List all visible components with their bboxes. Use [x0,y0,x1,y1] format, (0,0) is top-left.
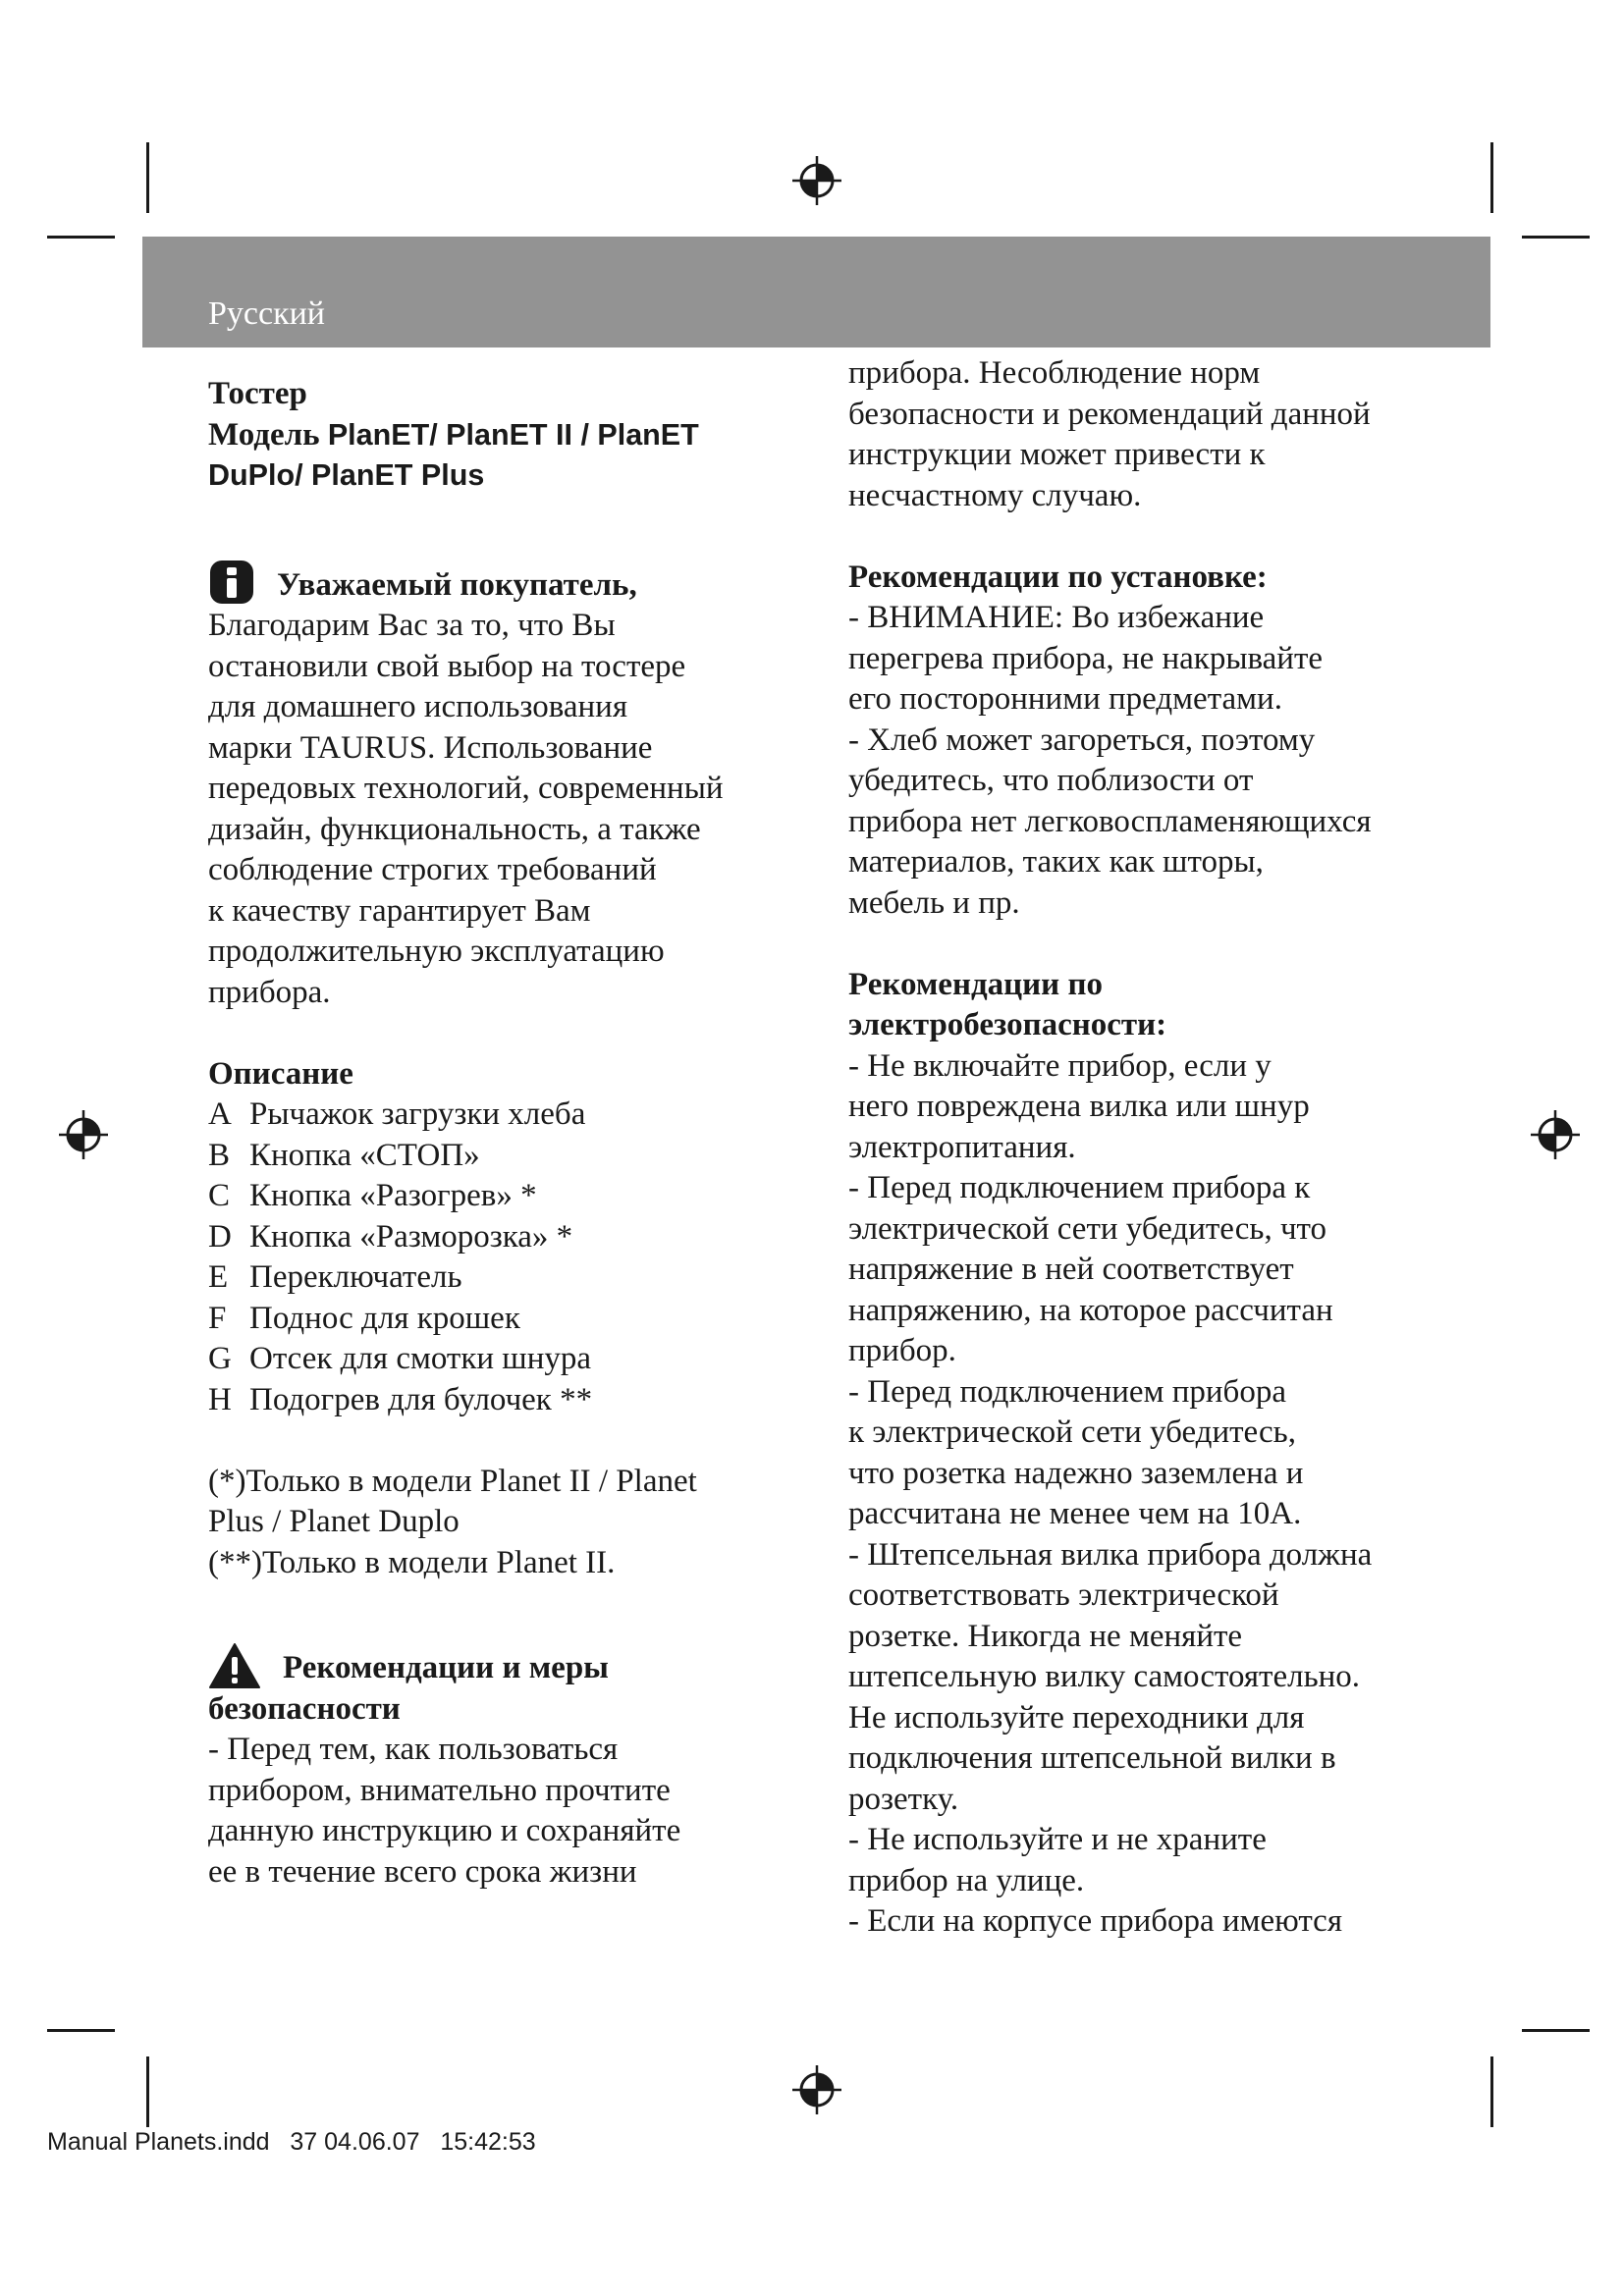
installation-text: материалов, таких как шторы, [848,844,1264,880]
description-item [208,1339,797,1380]
slug-date: 04.06.07 [324,2128,420,2156]
model-line-1 [208,415,797,456]
safety-text: прибором, внимательно прочтите [208,1772,671,1808]
continuation-text: прибора. Несоблюдение норм [848,355,1261,391]
installation-text: прибора нет легковоспламеняющихся [848,803,1372,839]
slug-page: 37 [290,2128,318,2156]
installation-heading: Рекомендации по установке: [848,559,1268,595]
model-names: PlanET/ PlanET II / PlanET [327,417,699,452]
language-label: Русский [208,295,325,332]
product-title: Тостер [208,376,307,411]
electrical-text: к электрической сети убедитесь, [848,1415,1296,1450]
electrical-text: - Если на корпусе прибора имеются [848,1903,1343,1939]
description-letter: H [208,1381,232,1417]
crop-mark-top-left-horizontal [47,236,115,239]
model-note: (**)Только в модели Planet II. [208,1544,616,1580]
description-letter: C [208,1178,231,1213]
electrical-text: что розетка надежно заземлена и [848,1455,1304,1491]
description-item [208,1299,797,1340]
model-note: Plus / Planet Duplo [208,1504,460,1539]
description-text: Подогрев для булочек ** [249,1381,593,1417]
electrical-text: - Штепсельная вилка прибора должна [848,1536,1373,1573]
greeting-text: к качеству гарантирует Вам [208,892,591,929]
description-text: Кнопка «Разогрев» * [249,1178,537,1213]
electrical-heading-line-2: электробезопасности: [848,1007,1167,1042]
electrical-heading: Рекомендации по [848,966,1103,1002]
crop-mark-top-right-vertical [1490,142,1493,213]
description-item [208,1095,797,1136]
greeting-text: прибора. [208,974,331,1010]
installation-text: мебель и пр. [848,884,1020,921]
electrical-text: штепсельную вилку самостоятельно. [848,1659,1361,1694]
left-column [208,374,797,1893]
greeting-text: передовых технологий, современный [208,771,724,806]
electrical-text: подключения штепсельной вилки в [848,1740,1336,1776]
electrical-text: розетку. [848,1781,959,1817]
safety-heading: Рекомендации и меры [283,1650,609,1685]
continuation-text: инструкции может привести к [848,437,1266,472]
crop-mark-top-left-vertical [146,142,149,213]
greeting-text: продолжительную эксплуатацию [208,934,665,969]
registration-mark-icon [1529,1108,1582,1161]
safety-text: данную инструкцию и сохраняйте [208,1813,681,1848]
electrical-text: электропитания. [848,1129,1076,1165]
greeting-text: Благодарим Вас за то, что Вы [208,608,616,643]
description-letter: A [208,1096,232,1132]
installation-text: - ВНИМАНИЕ: Во избежание [848,600,1265,635]
continuation-text: несчастному случаю. [848,477,1142,513]
print-slug [47,2128,536,2157]
slug-time: 15:42:53 [440,2128,536,2156]
safety-text: ее в течение всего срока жизни [208,1853,637,1890]
installation-text: убедитесь, что поблизости от [848,763,1254,798]
safety-heading-row [208,1642,797,1689]
registration-mark-icon [790,154,843,207]
registration-mark-icon [57,1108,110,1161]
registration-mark-icon [790,2063,843,2116]
description-letter: E [208,1259,229,1295]
electrical-text: напряжению, на которое рассчитан [848,1292,1333,1328]
greeting-text: для домашнего использования [208,689,628,724]
model-note: (*)Только в модели Planet II / Planet [208,1463,697,1499]
model-prefix: Модель [208,416,320,453]
description-item [208,1257,797,1299]
language-header-band [142,237,1490,347]
crop-mark-top-right-horizontal [1522,236,1590,239]
installation-text: перегрева прибора, не накрывайте [848,640,1324,676]
greeting-text: соблюдение строгих требований [208,852,657,887]
description-item [208,1380,797,1421]
description-item [208,1136,797,1177]
warning-icon [208,1642,261,1689]
electrical-text: него повреждена вилка или шнур [848,1089,1310,1124]
electrical-text: розетке. Никогда не меняйте [848,1618,1243,1654]
description-item [208,1217,797,1258]
crop-mark-bottom-left-vertical [146,2056,149,2127]
description-item [208,1176,797,1217]
electrical-text: - Перед подключением прибора к [848,1170,1311,1205]
crop-mark-bottom-right-vertical [1490,2056,1493,2127]
electrical-text: прибор на улице. [848,1862,1085,1898]
description-text: Переключатель [249,1259,462,1295]
description-text: Рычажок загрузки хлеба [249,1096,586,1132]
greeting-text: марки TAURUS. Использование [208,729,653,766]
safety-heading-line-2: безопасности [208,1690,401,1727]
safety-text: - Перед тем, как пользоваться [208,1732,619,1767]
description-heading: Описание [208,1055,353,1092]
greeting-text: дизайн, функциональность, а также [208,811,701,847]
electrical-text: соответствовать электрической [848,1577,1279,1613]
electrical-text: рассчитана не менее чем на 10А. [848,1496,1302,1531]
continuation-text: безопасности и рекомендаций данной [848,396,1371,432]
description-text: Отсек для смотки шнура [249,1341,591,1376]
description-text: Кнопка «СТОП» [249,1137,480,1173]
greeting-text: остановили свой выбор на тостере [208,648,686,684]
description-letter: D [208,1218,232,1255]
electrical-text: электрической сети убедитесь, что [848,1210,1327,1247]
electrical-text: - Не используйте и не храните [848,1822,1267,1857]
electrical-text: прибор. [848,1333,956,1368]
right-column [848,353,1477,1943]
crop-mark-bottom-right-horizontal [1522,2029,1590,2032]
description-letter: F [208,1300,227,1336]
description-text: Кнопка «Разморозка» * [249,1218,573,1255]
description-letter: G [208,1341,232,1376]
installation-text: - Хлеб может загореться, поэтому [848,721,1316,758]
slug-file: Manual Planets.indd [47,2128,270,2156]
greeting-heading-row [208,559,797,606]
installation-text: его посторонними предметами. [848,681,1282,717]
description-letter: B [208,1137,231,1173]
description-text: Поднос для крошек [249,1300,520,1336]
model-line-2: DuPlo/ PlanET Plus [208,458,485,492]
electrical-text: - Перед подключением прибора [848,1373,1286,1410]
electrical-text: напряжение в ней соответствует [848,1252,1294,1287]
info-icon [208,559,255,606]
crop-mark-bottom-left-horizontal [47,2029,115,2032]
greeting-heading: Уважаемый покупатель, [277,566,637,603]
electrical-text: Не используйте переходники для [848,1699,1305,1735]
electrical-text: - Не включайте прибор, если у [848,1047,1272,1084]
